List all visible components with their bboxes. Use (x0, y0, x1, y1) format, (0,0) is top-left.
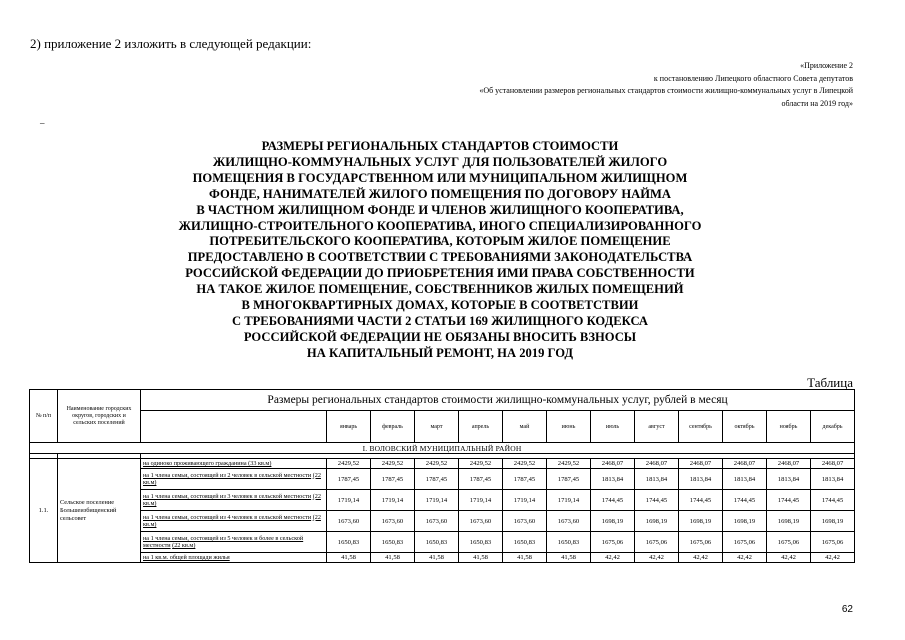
value-cell: 2468,07 (679, 459, 723, 469)
title-line: С ТРЕБОВАНИЯМИ ЧАСТИ 2 СТАТЬИ 169 ЖИЛИЩНОГО КОДЕКСА (231, 313, 649, 328)
value-cell: 1675,06 (591, 532, 635, 553)
document-title (120, 139, 760, 362)
value-cell: 1673,60 (547, 511, 591, 532)
value-cell: 1719,14 (547, 490, 591, 511)
category-label (141, 459, 327, 469)
title-line: ПРЕДОСТАВЛЕНО В СООТВЕТСТВИИ С ТРЕБОВАНИЯМИ ЗАКОНОДАТЕЛЬСТВА (187, 250, 693, 265)
value-cell: 1744,45 (767, 490, 811, 511)
value-cell: 1744,45 (679, 490, 723, 511)
table-caption: Таблица (807, 375, 853, 390)
value-cell: 1698,19 (591, 511, 635, 532)
appendix-line: области на 2019 год» (781, 98, 853, 108)
value-cell: 41,58 (547, 553, 591, 563)
month-header: ноябрь (767, 411, 811, 443)
month-header: декабрь (811, 411, 855, 443)
value-cell: 1698,19 (723, 511, 767, 532)
column-header-name: Наименование городских округов, городских и сельских поселений (58, 390, 141, 443)
month-header: август (635, 411, 679, 443)
value-cell: 2429,52 (547, 459, 591, 469)
category-text: на 1 члена семьи, состоящей из 4 человек в сельской местности (143, 513, 312, 521)
value-cell: 41,58 (327, 553, 371, 563)
appendix-line: «Приложение 2 (800, 61, 853, 70)
value-cell: 42,42 (767, 553, 811, 563)
value-cell: 2468,07 (635, 459, 679, 469)
value-cell: 42,42 (679, 553, 723, 563)
category-area: (22 кв.м) (143, 492, 321, 507)
table-row (30, 469, 855, 490)
value-cell: 1698,19 (679, 511, 723, 532)
title-line: ЖИЛИЩНО-КОММУНАЛЬНЫХ УСЛУГ ДЛЯ ПОЛЬЗОВАТЕЛЕЙ ЖИЛОГО (212, 154, 668, 169)
category-text: на 1 члена семьи, состоящей из 3 человек в сельской местности (143, 492, 312, 500)
title-line: ЖИЛИЩНО-СТРОИТЕЛЬНОГО КООПЕРАТИВА, ИНОГО СПЕЦИАЛИЗИРОВАННОГО (178, 218, 702, 233)
value-cell: 1675,06 (811, 532, 855, 553)
value-cell: 41,58 (503, 553, 547, 563)
value-cell: 1650,83 (415, 532, 459, 553)
value-cell: 1673,60 (371, 511, 415, 532)
value-cell: 1744,45 (723, 490, 767, 511)
title-line: ПОТРЕБИТЕЛЬСКОГО КООПЕРАТИВА, КОТОРЫМ ЖИЛОЕ ПОМЕЩЕНИЕ (209, 234, 671, 249)
value-cell: 2468,07 (591, 459, 635, 469)
value-cell: 41,58 (459, 553, 503, 563)
value-cell: 1675,06 (723, 532, 767, 553)
appendix-line: «Об установлении размеров региональных стандартов стоимости жилищно-коммунальных услуг в Липецкой (479, 86, 853, 95)
month-header: сентябрь (679, 411, 723, 443)
category-text: на 1 члена семьи, состоящей из 5 человек и более в сельской местности (143, 534, 304, 549)
value-cell: 1744,45 (811, 490, 855, 511)
month-header: февраль (371, 411, 415, 443)
value-cell: 1673,60 (327, 511, 371, 532)
value-cell: 1719,14 (327, 490, 371, 511)
category-label (141, 553, 327, 563)
value-cell: 1673,60 (503, 511, 547, 532)
standards-table (29, 389, 855, 563)
table-row (30, 553, 855, 563)
column-header-standards: Размеры региональных стандартов стоимости жилищно-коммунальных услуг, рублей в месяц (141, 390, 855, 411)
category-area: (22 кв.м) (143, 471, 321, 486)
title-line: В ЧАСТНОМ ЖИЛИЩНОМ ФОНДЕ И ЧЛЕНОВ ЖИЛИЩНОГО КООПЕРАТИВА, (196, 202, 684, 217)
category-label (141, 532, 327, 553)
value-cell: 1719,14 (459, 490, 503, 511)
value-cell: 2468,07 (811, 459, 855, 469)
value-cell: 1673,60 (459, 511, 503, 532)
value-cell: 1787,45 (415, 469, 459, 490)
value-cell: 2429,52 (459, 459, 503, 469)
table-row (30, 459, 855, 469)
value-cell: 1675,06 (635, 532, 679, 553)
value-cell: 1744,45 (591, 490, 635, 511)
table-row (30, 490, 855, 511)
value-cell: 1650,83 (503, 532, 547, 553)
value-cell: 42,42 (635, 553, 679, 563)
intro-text: 2) приложение 2 изложить в следующей редакции: (30, 36, 312, 51)
title-line: РОССИЙСКОЙ ФЕДЕРАЦИИ ДО ПРИОБРЕТЕНИЯ ИМИ ПРАВА СОБСТВЕННОСТИ (185, 266, 695, 281)
value-cell: 2468,07 (767, 459, 811, 469)
value-cell: 1787,45 (327, 469, 371, 490)
value-cell: 1698,19 (767, 511, 811, 532)
title-line: РАЗМЕРЫ РЕГИОНАЛЬНЫХ СТАНДАРТОВ СТОИМОСТИ (261, 139, 619, 153)
value-cell: 1813,84 (635, 469, 679, 490)
value-cell: 1813,84 (679, 469, 723, 490)
value-cell: 1813,84 (723, 469, 767, 490)
value-cell: 1650,83 (547, 532, 591, 553)
value-cell: 2429,52 (415, 459, 459, 469)
category-text: на одиноко проживающего гражданина (33 кв.м) (143, 459, 272, 467)
table-row (30, 532, 855, 553)
appendix-header (479, 60, 853, 110)
month-header: март (415, 411, 459, 443)
district-row (30, 443, 855, 454)
title-line: НА КАПИТАЛЬНЫЙ РЕМОНТ, НА 2019 ГОД (306, 345, 574, 360)
months-row (30, 411, 855, 443)
value-cell: 2429,52 (371, 459, 415, 469)
page-number: 62 (841, 604, 853, 615)
title-line: В МНОГОКВАРТИРНЫХ ДОМАХ, КОТОРЫЕ В СООТВЕТСТВИИ (241, 298, 639, 313)
category-area: (22 кв.м) (143, 513, 321, 528)
month-header: май (503, 411, 547, 443)
value-cell: 41,58 (415, 553, 459, 563)
value-cell: 1787,45 (503, 469, 547, 490)
column-header-category (141, 411, 327, 443)
month-header: январь (327, 411, 371, 443)
value-cell: 1650,83 (327, 532, 371, 553)
value-cell: 42,42 (591, 553, 635, 563)
header-row (30, 390, 855, 411)
settlement-name: Сельское поселение Большеизбищенский сельсовет (58, 459, 141, 563)
value-cell: 1719,14 (503, 490, 547, 511)
title-line: РОССИЙСКОЙ ФЕДЕРАЦИИ НЕ ОБЯЗАНЫ ВНОСИТЬ ВЗНОСЫ (243, 329, 637, 344)
title-line: ФОНДЕ, НАНИМАТЕЛЕЙ ЖИЛОГО ПОМЕЩЕНИЯ ПО ДОГОВОРУ НАЙМА (209, 186, 671, 201)
value-cell: 1744,45 (635, 490, 679, 511)
value-cell: 1813,84 (811, 469, 855, 490)
value-cell: 2429,52 (327, 459, 371, 469)
value-cell: 1719,14 (415, 490, 459, 511)
dash-mark: – (40, 118, 45, 128)
value-cell: 1813,84 (591, 469, 635, 490)
appendix-line: к постановлению Липецкого областного Совета депутатов (653, 73, 853, 83)
value-cell: 2468,07 (723, 459, 767, 469)
value-cell: 1675,06 (679, 532, 723, 553)
month-header: апрель (459, 411, 503, 443)
row-index: 1.1. (30, 459, 58, 563)
value-cell: 1813,84 (767, 469, 811, 490)
month-header: июнь (547, 411, 591, 443)
value-cell: 2429,52 (503, 459, 547, 469)
value-cell: 1787,45 (371, 469, 415, 490)
value-cell: 42,42 (811, 553, 855, 563)
column-header-number: № п/п (30, 390, 58, 443)
value-cell: 1650,83 (459, 532, 503, 553)
category-label (141, 511, 327, 532)
table-row (30, 511, 855, 532)
value-cell: 1787,45 (547, 469, 591, 490)
month-header: июль (591, 411, 635, 443)
value-cell: 1675,06 (767, 532, 811, 553)
category-label (141, 469, 327, 490)
category-area: (22 кв.м) (172, 542, 196, 549)
value-cell: 42,42 (723, 553, 767, 563)
value-cell: 1698,19 (635, 511, 679, 532)
value-cell: 1719,14 (371, 490, 415, 511)
value-cell: 1673,60 (415, 511, 459, 532)
title-line: НА ТАКОЕ ЖИЛОЕ ПОМЕЩЕНИЕ, СОБСТВЕННИКОВ ЖИЛЫХ ПОМЕЩЕНИЙ (196, 282, 684, 297)
district-name: I. ВОЛОВСКИЙ МУНИЦИПАЛЬНЫЙ РАЙОН (30, 443, 855, 454)
month-header: октябрь (723, 411, 767, 443)
value-cell: 41,58 (371, 553, 415, 563)
category-label (141, 490, 327, 511)
value-cell: 1650,83 (371, 532, 415, 553)
value-cell: 1787,45 (459, 469, 503, 490)
title-line: ПОМЕЩЕНИЯ В ГОСУДАРСТВЕННОМ ИЛИ МУНИЦИПАЛЬНОМ ЖИЛИЩНОМ (192, 170, 688, 185)
category-text: на 1 члена семьи, состоящей из 2 человек в сельской местности (143, 471, 312, 479)
value-cell: 1698,19 (811, 511, 855, 532)
category-text: на 1 кв.м. общей площади жилья (143, 553, 230, 561)
